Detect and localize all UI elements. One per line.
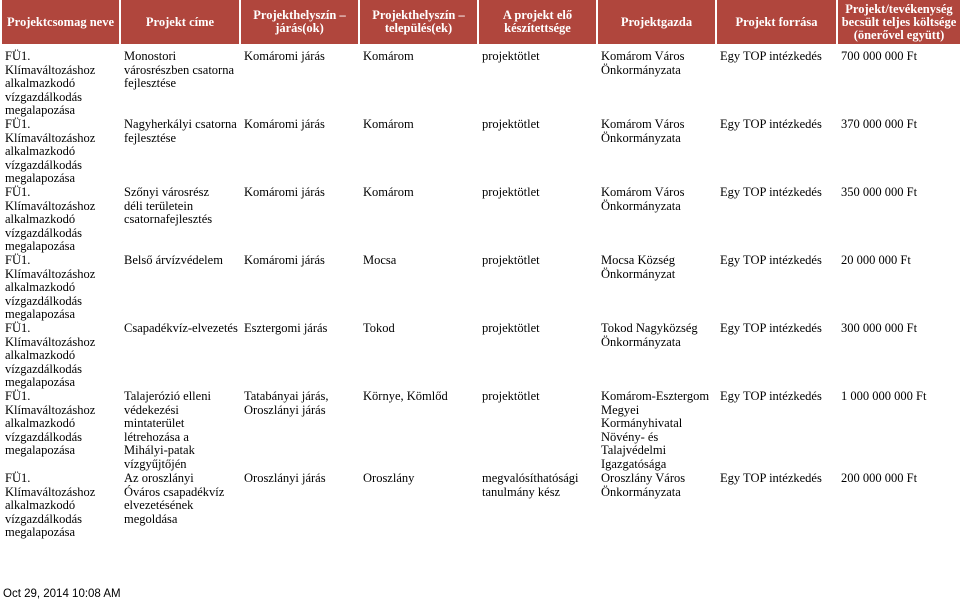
cell-jaras: Esztergomi járás (244, 321, 328, 335)
cell-jaras: Komáromi járás (244, 117, 325, 131)
cell-gazda: Komárom-Esztergom Megyei Kormányhivatal Növény- és Talajvédelmi Igazgatósága (601, 389, 710, 471)
header-projekt-cime: Projekt címe (121, 0, 239, 44)
cell-forras: Egy TOP intézkedés (720, 389, 822, 403)
print-timestamp: Oct 29, 2014 10:08 AM (3, 588, 121, 600)
cell-gazda: Oroszlány Város Önkormányzata (601, 471, 686, 499)
cell-koltseg: 700 000 000 Ft (841, 49, 918, 63)
header-keszultseg: A projekt elő készítettsége (479, 0, 596, 44)
cell-jaras: Komáromi járás (244, 253, 325, 267)
cell-forras: Egy TOP intézkedés (720, 185, 822, 199)
cell-cim: Talajerózió elleni védekezési mintaterület létrehozása a Mihályi-patak vízgyűjtőjén (124, 389, 211, 471)
cell-keszultseg: projektötlet (482, 253, 540, 267)
cell-koltseg: 20 000 000 Ft (841, 253, 911, 267)
cell-telepules: Komárom (363, 49, 414, 63)
cell-cim: Csapadékvíz-elvezetés (124, 321, 238, 335)
cell-csomag: FÜ1. Klímaváltozáshoz alkalmazkodó vízgazdálkodás megalapozása (5, 253, 96, 321)
cell-cim: Nagyherkályi csatorna fejlesztése (124, 117, 237, 145)
cell-cim: Belső árvízvédelem (124, 253, 223, 267)
cell-telepules: Oroszlány (363, 471, 415, 485)
cell-csomag: FÜ1. Klímaváltozáshoz alkalmazkodó vízgazdálkodás megalapozása (5, 49, 96, 117)
cell-koltseg: 350 000 000 Ft (841, 185, 918, 199)
table-row (0, 117, 960, 185)
cell-telepules: Komárom (363, 117, 414, 131)
cell-keszultseg: projektötlet (482, 321, 540, 335)
header-projektgazda: Projektgazda (598, 0, 715, 44)
table-row (0, 321, 960, 389)
header-jaras: Projekthelyszín – járás(ok) (241, 0, 358, 44)
cell-gazda: Mocsa Község Önkormányzat (601, 253, 676, 281)
cell-csomag: FÜ1. Klímaváltozáshoz alkalmazkodó vízgazdálkodás megalapozása (5, 389, 96, 457)
cell-keszultseg: projektötlet (482, 389, 540, 403)
cell-koltseg: 300 000 000 Ft (841, 321, 918, 335)
header-koltseg: Projekt/tevékenység becsült teljes költsége (önerővel együtt) (838, 0, 960, 44)
cell-csomag: FÜ1. Klímaváltozáshoz alkalmazkodó vízgazdálkodás megalapozása (5, 117, 96, 185)
cell-csomag: FÜ1. Klímaváltozáshoz alkalmazkodó vízgazdálkodás megalapozása (5, 471, 96, 539)
cell-telepules: Környe, Kömlőd (363, 389, 448, 403)
cell-forras: Egy TOP intézkedés (720, 253, 822, 267)
cell-keszultseg: projektötlet (482, 185, 540, 199)
cell-gazda: Komárom Város Önkormányzata (601, 117, 685, 145)
cell-jaras: Oroszlányi járás (244, 471, 326, 485)
table-row (0, 471, 960, 539)
cell-cim: Monostori városrészben csatorna fejlesztése (124, 49, 235, 90)
cell-gazda: Tokod Nagyközség Önkormányzata (601, 321, 698, 349)
cell-koltseg: 200 000 000 Ft (841, 471, 918, 485)
table-row (0, 253, 960, 321)
header-telepules: Projekthelyszín – település(ek) (360, 0, 477, 44)
table-row (0, 49, 960, 117)
cell-forras: Egy TOP intézkedés (720, 321, 822, 335)
cell-forras: Egy TOP intézkedés (720, 117, 822, 131)
cell-keszultseg: megvalósíthatósági tanulmány kész (482, 471, 579, 499)
cell-telepules: Komárom (363, 185, 414, 199)
cell-gazda: Komárom Város Önkormányzata (601, 49, 685, 77)
cell-jaras: Tatabányai járás, Oroszlányi járás (244, 389, 329, 417)
cell-jaras: Komáromi járás (244, 49, 325, 63)
cell-keszultseg: projektötlet (482, 117, 540, 131)
header-forras: Projekt forrása (717, 0, 836, 44)
cell-telepules: Mocsa (363, 253, 397, 267)
cell-jaras: Komáromi járás (244, 185, 325, 199)
cell-forras: Egy TOP intézkedés (720, 49, 822, 63)
cell-cim: Szőnyi városrész déli területein csatornafejlesztés (124, 185, 213, 226)
cell-csomag: FÜ1. Klímaváltozáshoz alkalmazkodó vízgazdálkodás megalapozása (5, 185, 96, 253)
header-projektcsomag: Projektcsomag neve (2, 0, 119, 44)
cell-koltseg: 1 000 000 000 Ft (841, 389, 927, 403)
cell-gazda: Komárom Város Önkormányzata (601, 185, 685, 213)
cell-csomag: FÜ1. Klímaváltozáshoz alkalmazkodó vízgazdálkodás megalapozása (5, 321, 96, 389)
cell-keszultseg: projektötlet (482, 49, 540, 63)
table-row (0, 185, 960, 253)
cell-forras: Egy TOP intézkedés (720, 471, 822, 485)
cell-cim: Az oroszlányi Óváros csapadékvíz elvezetésének megoldása (124, 471, 225, 526)
cell-koltseg: 370 000 000 Ft (841, 117, 918, 131)
cell-telepules: Tokod (363, 321, 395, 335)
table-row (0, 389, 960, 471)
